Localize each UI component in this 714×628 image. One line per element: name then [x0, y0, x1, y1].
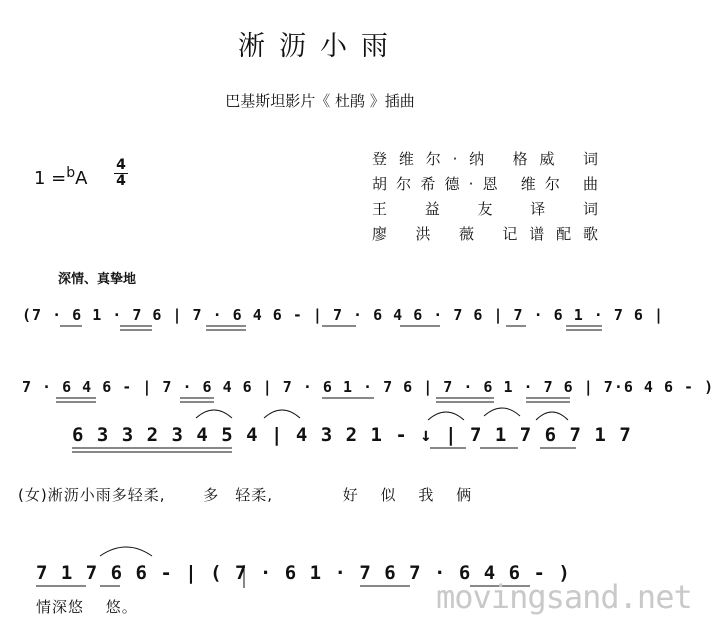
time-top: 4: [116, 157, 126, 173]
song-title: 淅沥小雨: [238, 31, 402, 62]
credit-line: 王 益 友 译 词: [372, 200, 600, 218]
lyrics-line-1: (女)淅沥小雨多轻柔, 多 轻柔, 好 似 我 俩: [18, 486, 473, 504]
credit-line: 胡尔希德·恩 维尔 曲: [372, 175, 600, 193]
credit-line: 廖 洪 薇 记谱配歌: [372, 225, 600, 243]
credit-line: 登维尔·纳 格威 词: [372, 150, 600, 168]
tempo-marking: 深情、真挚地: [58, 272, 137, 287]
flat-sign: b: [66, 165, 76, 181]
lyrics-line-2: 情深悠 悠。: [36, 598, 138, 616]
time-bottom: 4: [116, 173, 126, 189]
key-prefix: 1 =: [34, 168, 67, 189]
notation-line-2: 7 · 6 4 6 - | 7 · 6 4 6 | 7 · 6 1 · 7 6 | 7 · 6 1 · 7 6 | 7·6 4 6 - ): [22, 378, 714, 396]
watermark: movingsand.net: [436, 578, 692, 616]
song-subtitle: 巴基斯坦影片《 杜鹃 》插曲: [225, 92, 415, 110]
notation-line-1: (7 · 6 1 · 7 6 | 7 · 6 4 6 - | 7 · 6 4 6 · 7 6 | 7 · 6 1 · 7 6 |: [22, 306, 664, 324]
key-note: A: [75, 168, 88, 189]
notation-line-3: 6 3 3 2 3 4 5 4 | 4 3 2 1 - ↓ | 7 1 7 6 7 1 7: [72, 424, 632, 446]
notation-line-4: 7 1 7 6 6 - | ( 7 · 6 1 · 7 6 7 · 6 4 6 - ): [36, 562, 571, 584]
